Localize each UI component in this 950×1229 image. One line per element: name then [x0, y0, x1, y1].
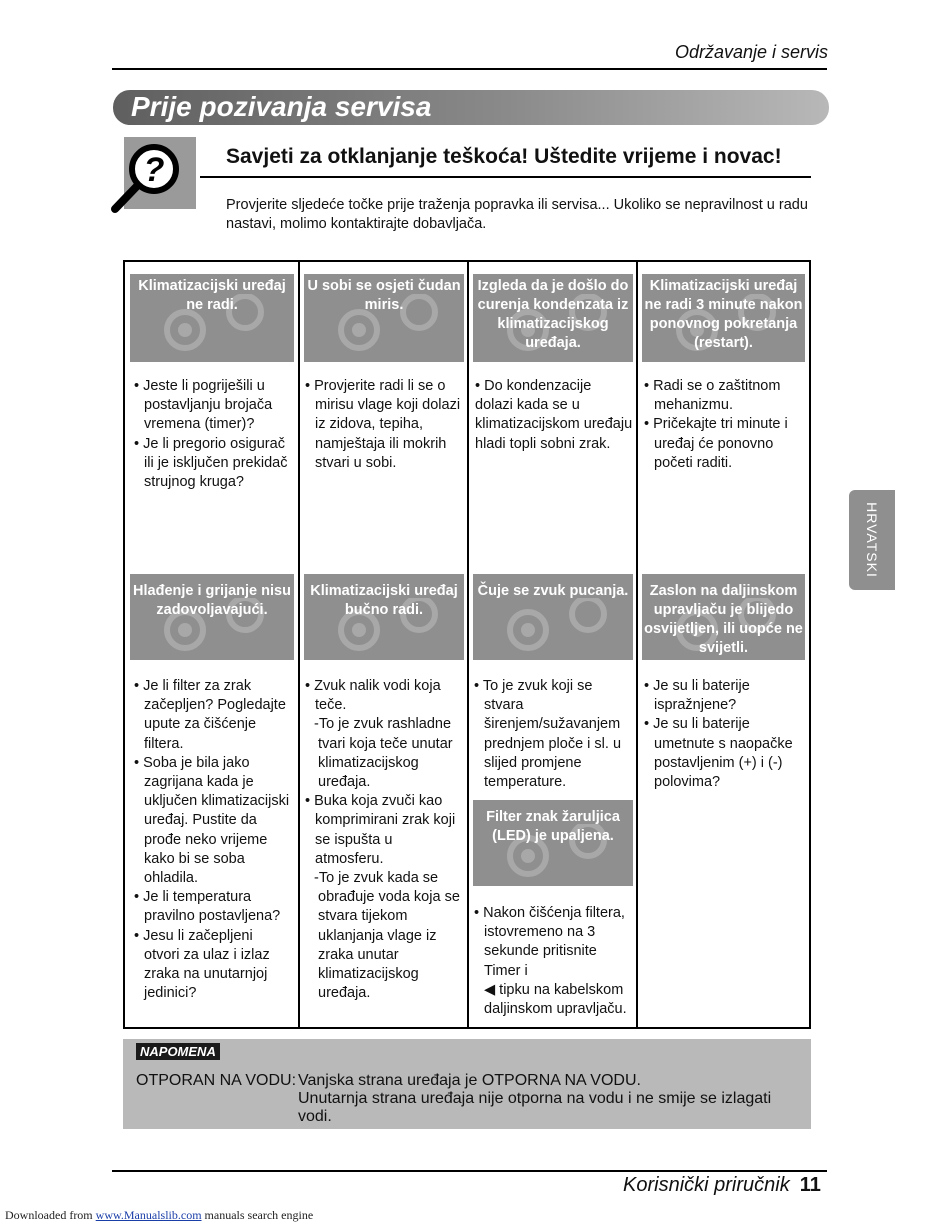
note-tag: NAPOMENA	[136, 1043, 220, 1060]
subtitle: Savjeti za otklanjanje teškoća! Uštedite vrijeme i novac!	[226, 145, 782, 168]
svg-text:?: ?	[143, 151, 165, 189]
section-title: Održavanje i servis	[675, 42, 829, 62]
help-magnifier-icon	[110, 135, 200, 215]
solution-text: • Jeste li pogriješili u postavljanju brojača vremena (timer)? • Je li pregorio osigurač ili je isključen prekidač strujnog kruga?	[134, 378, 288, 491]
page-title-banner	[113, 90, 829, 125]
problem-heading: Klimatizacijski uređaj bučno radi.	[304, 574, 464, 660]
note-line: Unutarnja strana uređaja nije otporna na vodu i ne smije se izlagati vodi.	[298, 1090, 772, 1125]
manualslib-link[interactable]: www.Manualslib.com	[95, 1208, 202, 1222]
solution-text: • Radi se o zaštitnom mehanizmu. • Pričekajte tri minute i uređaj će ponovno početi raditi.	[644, 378, 788, 471]
problem-heading: Izgleda da je došlo do curenja kondenzata iz klimatizacijskog uređaja.	[473, 274, 633, 362]
column-divider	[298, 260, 300, 1029]
language-tab	[849, 490, 895, 590]
subtitle-rule	[200, 176, 811, 178]
note-label: OTPORAN NA VODU:	[136, 1072, 297, 1089]
problem-heading: U sobi se osjeti čudan miris.	[304, 274, 464, 362]
solution-text: • Je su li baterije ispražnjene? • Je su li baterije umetnute s naopačke postavljenim (+) i (-) polovima?	[644, 678, 793, 791]
solution-text: • Nakon čišćenja filtera, istovremeno na 3 sekunde pritisnite Timer i ◀ tipku na kabelskom daljinskom upravljaču.	[474, 905, 627, 1018]
problem-heading: Klimatizacijski uređaj ne radi 3 minute nakon ponovnog pokretanja (restart).	[642, 274, 805, 362]
column-divider	[636, 260, 638, 1029]
problem-heading: Hlađenje i grijanje nisu zadovoljavajući.	[130, 574, 294, 660]
problem-heading: Zaslon na daljinskom upravljaču je blijedo osvijetljen, ili uopće ne svijetli.	[642, 574, 805, 660]
solution-text: • Provjerite radi li se o mirisu vlage koji dolazi iz zidova, tepiha, namještaja ili mokrih stvari u sobi.	[305, 378, 461, 471]
solution-text: • Do kondenzacije dolazi kada se u klimatizacijskom uređaju hladi topli sobni zrak.	[475, 378, 633, 452]
language-tab-label: HRVATSKI	[864, 502, 880, 578]
page-title: Prije pozivanja servisa	[131, 91, 432, 122]
page-number: 11	[799, 1174, 821, 1196]
solution-text: • Zvuk nalik vodi koja teče. -To je zvuk rashladne tvari koja teče unutar klimatizacijskog uređaja. • Buka koja zvuči kao komprimirani zrak koji se ispušta u atmosferu. -To je zvuk kada se obrađuje voda koja se stvara tijekom uklanjanja vlage iz zraka unutar klimatizacijskog uređaja.	[305, 678, 460, 1002]
problem-heading: Klimatizacijski uređaj ne radi.	[130, 274, 294, 362]
footer-title: Korisnički priručnik	[623, 1174, 790, 1196]
problem-heading: Čuje se zvuk pucanja.	[473, 574, 633, 660]
footer	[623, 1174, 821, 1197]
intro-text: Provjerite sljedeće točke prije traženja popravka ili servisa... Ukoliko se nepravilnost u radu nastavi, molimo kontaktirajte dobavljača.	[226, 197, 808, 232]
download-credit: Downloaded from www.Manualslib.com manuals search engine	[5, 1208, 314, 1222]
solution-text: • Je li filter za zrak začepljen? Pogledajte upute za čišćenje filtera. • Soba je bila jako zagrijana kada je uključen klimatizacijski uređaj. Pustite da prođe neko vrijeme kako bi se soba ohladila. • Je li temperatura pravilno postavljena? • Jesu li začepljeni otvori za ulaz i izlaz zraka na unutarnjoj jedinici?	[134, 678, 290, 1002]
footer-rule	[112, 1170, 827, 1172]
note-line: Vanjska strana uređaja je OTPORNA NA VODU.	[298, 1072, 641, 1089]
header-rule	[112, 68, 827, 70]
column-divider	[467, 260, 469, 1029]
problem-heading: Filter znak žaruljica (LED) je upaljena.	[473, 800, 633, 886]
solution-text: • To je zvuk koji se stvara širenjem/sužavanjem prednjem ploče i sl. u slijed promjene temperature.	[474, 678, 622, 791]
